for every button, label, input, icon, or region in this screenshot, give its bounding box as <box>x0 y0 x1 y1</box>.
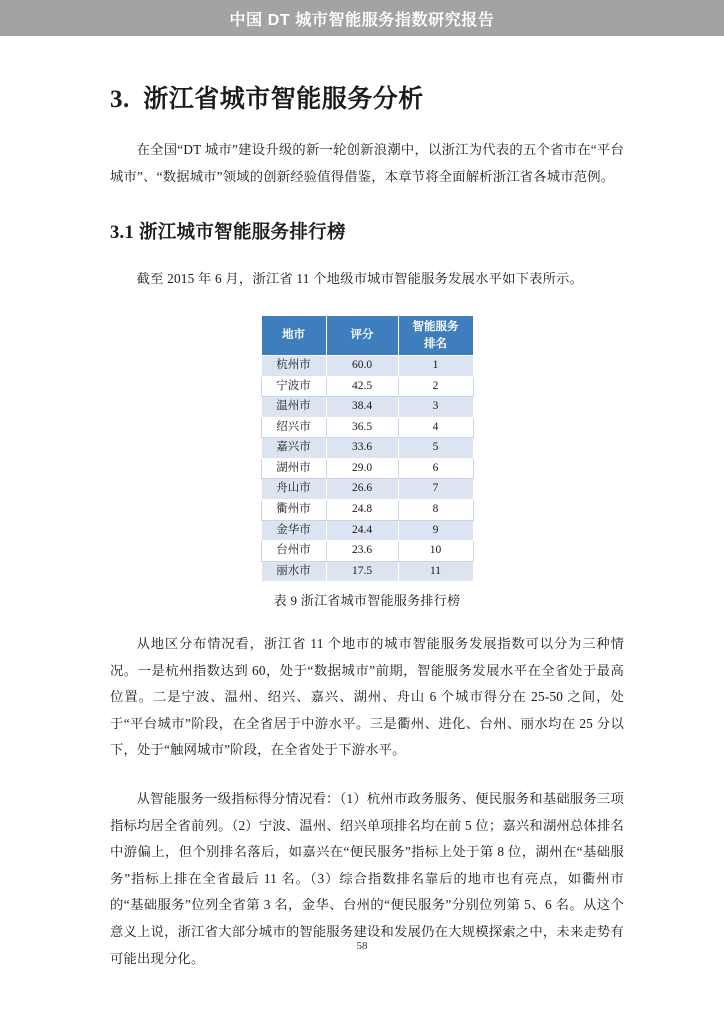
table-row <box>261 356 473 377</box>
chapter-title: 3. 浙江省城市智能服务分析 <box>110 86 424 113</box>
cell-score: 38.4 <box>326 397 398 418</box>
cell-rank: 8 <box>398 499 473 520</box>
document-header-banner <box>0 0 724 36</box>
column-header-city: 地市 <box>261 316 326 356</box>
cell-score: 23.6 <box>326 541 398 562</box>
cell-city: 丽水市 <box>261 561 326 582</box>
cell-score: 36.5 <box>326 417 398 438</box>
cell-city: 宁波市 <box>261 376 326 397</box>
column-header-rank <box>398 316 473 356</box>
table-row <box>261 376 473 397</box>
cell-rank: 2 <box>398 376 473 397</box>
table-caption: 表 9 浙江省城市智能服务排行榜 <box>273 593 461 609</box>
cell-rank: 1 <box>398 356 473 377</box>
cell-rank: 9 <box>398 520 473 541</box>
cell-rank: 3 <box>398 397 473 418</box>
table-row <box>261 561 473 582</box>
table-row <box>261 397 473 418</box>
analysis-paragraph-2: 从智能服务一级指标得分情况看：（1）杭州市政务服务、便民服务和基础服务三项指标均居全省前列。（2）宁波、温州、绍兴单项排名均在前 5 位；嘉兴和湖州总体排名中游偏上，但个别排名落后，如嘉兴在“便民服务”指标上处于第 8 位，湖州在“基础服务”指标上排在全省最后 11 名。（3）综合指数排名靠后的地市也有亮点，如衢州市的“基础服务”位列全省第 3 名，金华、台州的“便民服务”分别位列第 5、6 名。从这个意义上说，浙江省大部分城市的智能服务建设和发展仍在大规模探索之中，未来走势有可能出现分化。 <box>110 791 624 966</box>
cell-rank: 6 <box>398 458 473 479</box>
analysis-paragraph-1: 从地区分布情况看，浙江省 11 个地市的城市智能服务发展指数可以分为三种情况。一是杭州指数达到 60，处于“数据城市”前期，智能服务发展水平在全省处于最高位置。二是宁波、温州、绍兴、嘉兴、湖州、舟山 6 个城市得分在 25-50 之间，处于“平台城市”阶段，在全省居于中游水平。三是衢州、进化、台州、丽水均在 25 分以下，处于“触网城市”阶段，在全省处于下游水平。 <box>110 636 624 758</box>
ranking-table-container <box>110 315 624 582</box>
ranking-table <box>261 315 474 582</box>
ranking-table-head <box>261 316 473 356</box>
cell-score: 26.6 <box>326 479 398 500</box>
cell-city: 嘉兴市 <box>261 438 326 459</box>
cell-rank: 5 <box>398 438 473 459</box>
cell-score: 17.5 <box>326 561 398 582</box>
table-header-row <box>261 316 473 356</box>
cell-rank: 11 <box>398 561 473 582</box>
cell-score: 24.4 <box>326 520 398 541</box>
table-row <box>261 438 473 459</box>
chapter-intro-paragraph: 在全国“DT 城市”建设升级的新一轮创新浪潮中，以浙江为代表的五个省市在“平台城市”、“数据城市”领域的创新经验值得借鉴，本章节将全面解析浙江省各城市范例。 <box>110 142 624 184</box>
cell-city: 衢州市 <box>261 499 326 520</box>
cell-city: 台州市 <box>261 541 326 562</box>
cell-score: 24.8 <box>326 499 398 520</box>
cell-city: 金华市 <box>261 520 326 541</box>
table-row <box>261 520 473 541</box>
page-number: 58 <box>356 940 368 952</box>
column-header-score: 评分 <box>326 316 398 356</box>
table-row <box>261 417 473 438</box>
document-header-title: 中国 DT 城市智能服务指数研究报告 <box>229 11 495 29</box>
table-row <box>261 458 473 479</box>
cell-city: 温州市 <box>261 397 326 418</box>
cell-score: 42.5 <box>326 376 398 397</box>
cell-rank: 7 <box>398 479 473 500</box>
table-row <box>261 541 473 562</box>
cell-rank: 4 <box>398 417 473 438</box>
table-row <box>261 479 473 500</box>
column-header-rank-line2: 排名 <box>424 337 447 350</box>
table-row <box>261 499 473 520</box>
page-content <box>0 84 724 972</box>
cell-score: 60.0 <box>326 356 398 377</box>
cell-score: 29.0 <box>326 458 398 479</box>
cell-city: 舟山市 <box>261 479 326 500</box>
cell-city: 湖州市 <box>261 458 326 479</box>
cell-city: 杭州市 <box>261 356 326 377</box>
cell-rank: 10 <box>398 541 473 562</box>
section-lead-paragraph: 截至 2015 年 6 月，浙江省 11 个地级市城市智能服务发展水平如下表所示。 <box>136 271 584 287</box>
column-header-rank-line1: 智能服务 <box>412 321 459 334</box>
section-title-3-1: 3.1 浙江城市智能服务排行榜 <box>110 223 346 244</box>
cell-score: 33.6 <box>326 438 398 459</box>
ranking-table-body <box>261 356 473 582</box>
cell-city: 绍兴市 <box>261 417 326 438</box>
